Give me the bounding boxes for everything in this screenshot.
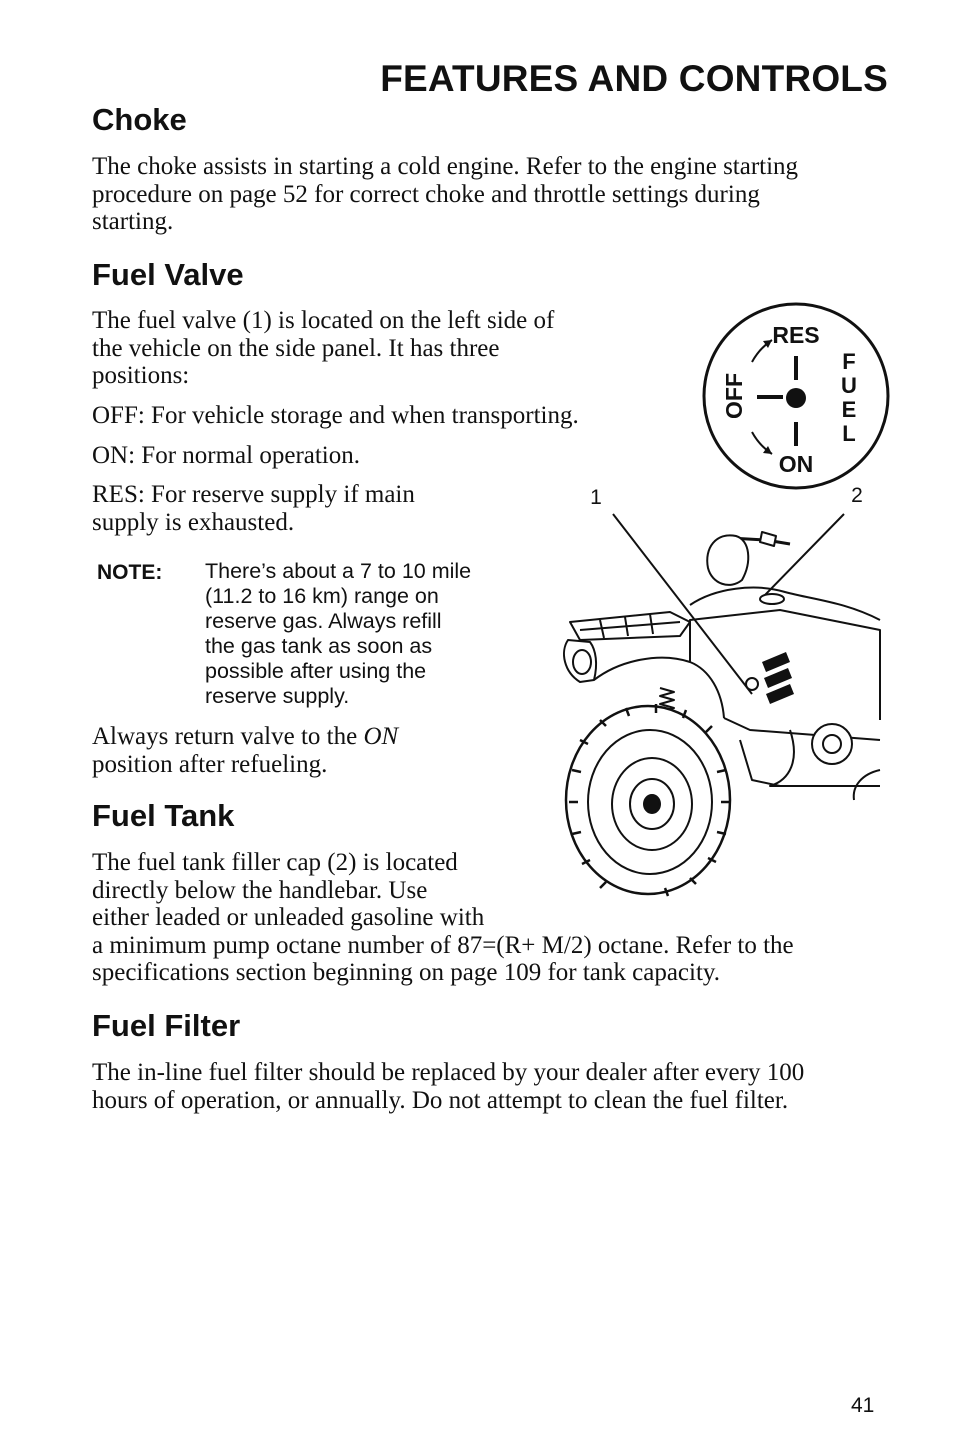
fuel-tank-line-5: specifications section beginning on page 109 for tank capacity.: [92, 959, 721, 986]
return-on-emphasis: ON: [363, 723, 399, 750]
fuel-valve-intro-line-3: positions:: [92, 362, 190, 389]
res-line-2: supply is exhausted.: [92, 508, 295, 536]
return-prefix: Always return valve to the: [92, 723, 364, 750]
atv-illustration: [564, 532, 880, 896]
fuel-tank-line-2: directly below the handlebar. Use: [92, 876, 428, 904]
fuel-valve-intro-line-2: the vehicle on the side panel. It has three: [92, 334, 500, 362]
fuel-valve-heading: Fuel Valve: [92, 257, 244, 292]
note-line-5: possible after using the: [205, 659, 427, 683]
dial-on-label: ON: [778, 451, 814, 477]
fuel-tank-line-1: The fuel tank filler cap (2) is located: [92, 849, 458, 876]
res-line-1: RES: For reserve supply if main: [92, 481, 415, 508]
note-line-2: (11.2 to 16 km) range on: [205, 584, 439, 608]
choke-paragraph: [92, 153, 798, 236]
off-position-text: OFF: For vehicle storage and when transporting.: [92, 402, 579, 429]
note-text: [205, 559, 471, 709]
note-line-4: the gas tank as soon as: [205, 634, 433, 658]
fuel-filter-line-1: The in-line fuel filter should be replaced by your dealer after every 100: [92, 1059, 805, 1086]
fuel-valve-intro: [92, 307, 554, 390]
fuel-valve-dial: [704, 304, 888, 488]
callout-2: 2: [851, 484, 863, 507]
note-line-3: reserve gas. Always refill: [205, 609, 442, 633]
fuel-valve-intro-line-1: The fuel valve (1) is located on the left side of: [92, 307, 555, 334]
res-position-text: [92, 481, 415, 536]
return-line-1: [92, 723, 398, 751]
note-line-6: reserve supply.: [205, 684, 350, 708]
filler-cap: [760, 594, 784, 604]
leader-line-2: [762, 514, 844, 598]
note-line-1: There’s about a 7 to 10 mile: [205, 559, 472, 583]
dial-center-dot: [786, 388, 806, 408]
page-title: FEATURES AND CONTROLS: [380, 58, 888, 99]
fuel-tank-line-3: either leaded or unleaded gasoline with: [92, 904, 485, 931]
fuel-tank-line-4: a minimum pump octane number of 87=(R+ M/2) octane. Refer to the: [92, 931, 794, 959]
callout-1: 1: [590, 486, 602, 509]
on-position-text: ON: For normal operation.: [92, 442, 361, 469]
fuel-letter-f: F: [842, 349, 856, 374]
fuel-vertical-letters: [841, 349, 857, 446]
choke-line-3: starting.: [92, 208, 174, 235]
fuel-tank-heading: Fuel Tank: [92, 798, 235, 833]
fuel-valve-knob: [746, 678, 758, 690]
side-panel-vents: [762, 652, 794, 704]
fuel-filter-heading: Fuel Filter: [92, 1008, 241, 1043]
dial-off-label: OFF: [721, 373, 747, 419]
choke-line-2: procedure on page 52 for correct choke and throttle settings during: [92, 180, 760, 208]
return-line-2: position after refueling.: [92, 750, 328, 778]
fuel-letter-l: L: [842, 421, 856, 446]
choke-line-1: The choke assists in starting a cold engine. Refer to the engine starting: [92, 153, 799, 180]
fuel-valve-figure: [540, 300, 900, 900]
return-valve-text: [92, 723, 398, 778]
note-label: NOTE:: [97, 561, 163, 584]
page-number: 41: [851, 1394, 875, 1417]
fuel-filter-paragraph: [92, 1059, 804, 1114]
dial-res-label: RES: [772, 322, 820, 348]
fuel-filter-line-2: hours of operation, or annually. Do not attempt to clean the fuel filter.: [92, 1086, 789, 1114]
fuel-letter-u: U: [841, 373, 857, 398]
fuel-letter-e: E: [841, 397, 857, 422]
choke-heading: Choke: [92, 102, 187, 137]
